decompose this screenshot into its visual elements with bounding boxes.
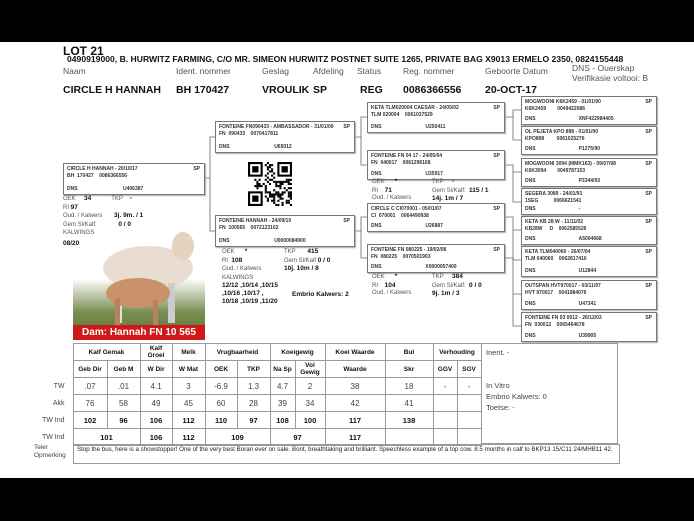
group-header: Kalf Gemak [73,344,140,361]
ancestor-ids: HVT 970017 0041984076 [525,290,587,296]
ancestor-title: MOGWOONI 3094 (MMK163) - 09/07/98 [525,161,616,167]
ancestor-title: FONTEINE FN090433 - AMBASSADOR - 31/01/09 [219,124,334,130]
ancestor-title: FONTEINE FN 03 0012 - 26/12/03 [525,315,602,321]
table-cell: 110 [205,412,237,429]
pedigree-box [215,121,355,153]
pedigree-box [521,216,657,245]
group-header: Bul [385,344,433,361]
dns-row: DNS U47341 [525,301,597,307]
status: REG [360,84,383,96]
ancestor-ids: BH 170427 0086366556 [67,173,128,179]
group-header: Melk [172,344,205,361]
section-badge: SP [645,219,652,225]
ancestor-ids: K6K3094 0049787153 [525,168,586,174]
table-cell: 2 [295,378,325,395]
table-cell: 138 [385,412,433,429]
dam-info: OEK * TKP 415 RI 108 Gem Sl/Kalf 0 / 0 Oud. / Kalwers 10j. 10m / 8 KALWINGS 12/12 ,10/14 ,10/15 ,10/16 ,10/17 , 10/18 ,10/19 ,11/20 Embrio Kalwers: 2 [222,248,349,305]
column-header: SGV [457,361,481,378]
lot-number: LOT 21 [63,44,104,58]
label-geslag: Geslag [262,66,289,76]
column-header: Vol Gewig [295,361,325,378]
table-cell: 112 [172,429,205,446]
table-cell: 34 [295,395,325,412]
label-ident: Ident. nommer [176,66,231,76]
pedigree-box [521,188,657,215]
pedigree-box [521,158,657,187]
pedigree-box [521,280,657,310]
table-cell: 4.7 [270,378,295,395]
table-cell: 112 [172,412,205,429]
dns-row: DNS P1275/90 [525,146,601,152]
dns-row: DNS P3344/93 [525,178,601,184]
column-header: Waarde [325,361,385,378]
section-badge: SP [493,105,500,111]
ancestor-ids: FN 100565 0072123102 [219,225,279,231]
embryo-calves: Embrio Kalwers: 2 [292,291,349,298]
table-cell [457,429,481,446]
pedigree-sheet [0,42,694,478]
section-badge: SP [645,191,652,197]
label-verifikasie: Verifikasie voltooi: B [572,73,649,83]
gender: VROULIK [262,84,310,96]
table-cell: 106 [140,429,172,446]
table-cell: 58 [107,395,140,412]
table-cell: 39 [270,395,295,412]
table-cell [385,429,433,446]
dns-row: DNS U0000084900 [219,238,306,244]
ancestor-ids: TLM 040060 0062817416 [525,256,587,262]
breeding-values-table [40,343,482,446]
table-cell: 96 [107,412,140,429]
table-cell: 3 [172,378,205,395]
table-cell [433,429,457,446]
dns-row: DNS A5004668 [525,236,602,242]
dns-row: DNS U406387 [67,186,144,192]
table-cell [433,395,457,412]
table-cell: -6.9 [205,378,237,395]
ancestor-ids: FN 080225 0070501903 [371,254,431,260]
animal-info: OEK 34 TKP - RI 97 Oud. / Kalwers 3j. 9m. / 1 Gem Sl/Kalf: 0 / 0 KALWINGS 08/20 [63,195,144,247]
ancestor-ids: FN 090433 0070417811 [219,131,279,137]
label-status: Status [357,66,382,76]
table-cell: 76 [73,395,107,412]
ancestor-title: KETA TLM020004 CAESAR - 24/05/02 [371,105,459,111]
column-header: TKP [237,361,270,378]
table-cell: 45 [172,395,205,412]
column-header: Geb M [107,361,140,378]
table-row [40,412,481,429]
table-cell [457,395,481,412]
table-cell: 106 [140,412,172,429]
dam-caption: Dam: Hannah FN 10 565 [73,325,205,340]
ancestor-ids: 1SEG 0066621541 [525,198,582,204]
ancestor-title: KETA KB 28 W - 11/11/02 [525,219,584,225]
section-badge: SP [193,166,200,172]
table-cell: 97 [270,429,325,446]
pedigree-box [521,246,657,277]
column-header: Skr [385,361,433,378]
animal-name: CIRCLE H HANNAH [63,84,161,96]
table-cell: .01 [107,378,140,395]
section-badge: SP [493,153,500,159]
column-header: Na Sp [270,361,295,378]
dns-row: DNS U26887 [371,223,443,229]
table-row [40,429,481,446]
ident-number: BH 170427 [176,84,230,96]
remarks-label: Teler Opmerking [34,444,66,459]
table-cell: 97 [237,412,270,429]
row-label: TW Ind [41,416,65,424]
birth-date: 20-OCT-17 [485,84,537,96]
table-cell [433,412,457,429]
column-header: Geb Dir [73,361,107,378]
label-afdeling: Afdeling [313,66,344,76]
table-row [40,378,481,395]
breeder-address: 0490919000, B. HURWITZ FARMING, C/O MR. SIMEON HURWITZ POSTNET SUITE 1265, PRIVATE BAG X9013 ERMELO 2350, 0824155448 [67,54,624,64]
pedigree-box [63,163,205,195]
dns-row: DNS U250411 [371,124,446,130]
table-cell: 38 [325,378,385,395]
group-header: Vrugbaarheid [205,344,270,361]
ancestor-title: OL PEJETA KPO 898 - 01/01/90 [525,129,598,135]
ancestor-ids: CI 070001 0064490938 [371,213,429,219]
dns-row: DNS U39905 [525,333,597,339]
table-cell: 28 [237,395,270,412]
ancestor-ids: K6K2459 0049422686 [525,106,586,112]
group-header: Kalf Groei [140,344,172,361]
ancestor-title: SEGERA 3089 - 24/01/91 [525,191,583,197]
table-cell: 100 [295,412,325,429]
column-header: W Dir [140,361,172,378]
ancestor-title: FONTEINE FN 04 17 - 24/05/04 [371,153,443,159]
table-cell: 49 [140,395,172,412]
group-header: Koei Waarde [325,344,385,361]
dns-row: DNS XNF422984405 [525,116,614,122]
row-label: Akk [52,399,65,407]
section-badge: SP [343,124,350,130]
table-cell: 1.3 [237,378,270,395]
section-badge: SP [645,129,652,135]
granddam-info-1: OEK * TKP - RI 71 Gem Sl/Kalf: 115 / 1 Oud. / Kalwers 14j. 1m / 7 [372,178,489,202]
ancestor-ids: TLM 020004 0061037529 [371,112,433,118]
column-header: W Mat [172,361,205,378]
ancestor-title: OUTSPAN HVT970017 - 03/11/97 [525,283,601,289]
label-reg: Reg. nommer [403,66,455,76]
table-cell: 41 [385,395,433,412]
side-info: Inent. - In Vitro Embrio Kalwers: 0 Toetse: - [481,343,618,444]
table-cell: 42 [325,395,385,412]
dns-row: DNS U35917 [371,171,443,177]
ancestor-title: MOGWOONI K6K2459 - 01/01/90 [525,99,601,105]
pedigree-box [521,96,657,125]
pedigree-box [367,244,505,273]
table-cell: - [433,378,457,395]
section-badge: SP [645,283,652,289]
table-cell [457,412,481,429]
ancestor-ids: KPO898 0061025276 [525,136,585,142]
section-badge: SP [493,206,500,212]
group-header: Koeigewig [270,344,325,361]
ancestor-ids: FN 030012 0065464678 [525,322,585,328]
table-cell: 117 [325,412,385,429]
column-header: OEK [205,361,237,378]
table-cell: 101 [73,429,140,446]
ancestor-ids: FN 040017 0061296168 [371,160,431,166]
table-cell: 18 [385,378,433,395]
dns-row: DNS - [525,206,581,212]
dns-row: DNS U65012 [219,144,292,150]
column-header: GGV [433,361,457,378]
table-cell: 60 [205,395,237,412]
dns-row: DNS X0000057400 [371,264,457,270]
reg-number: 0086366556 [403,84,462,96]
ancestor-ids: KB28W D 0062585526 [525,226,587,232]
pedigree-box [521,126,657,155]
table-row [40,395,481,412]
ancestor-title: KETA TLM040060 - 26/07/04 [525,249,591,255]
row-label: TW [53,382,65,390]
label-naam: Naam [63,66,86,76]
table-cell: 108 [270,412,295,429]
pedigree-box [367,203,505,232]
ancestor-title: FONTEINE FN 080225 - 19/02/08 [371,247,447,253]
ancestor-title: CIRCLE H HANNAH - 20/10/17 [67,166,138,172]
table-cell: 117 [325,429,385,446]
ancestor-title: CIRCLE C CI070001 - 05/01/07 [371,206,442,212]
granddam-info-2: OEK * TKP 384 RI 104 Gem Sl/Kalf: 0 / 0 Oud. / Kalwers 9j. 1m / 3 [372,273,482,297]
label-geboorte: Geboorte Datum [485,66,548,76]
pedigree-box [367,150,505,180]
pedigree-box [215,215,355,247]
table-cell: - [457,378,481,395]
section-badge: SP [645,161,652,167]
table-cell: 102 [73,412,107,429]
section-badge: SP [493,247,500,253]
row-label: TW Ind [41,433,65,441]
section-badge: SP [645,315,652,321]
section: SP [313,84,328,96]
group-header: Verhouding [433,344,481,361]
breeder-remarks: Stop the bus, here is a showstopper! One of the very best Boran ever on sale. Bont, breathtaking and brilliant. Speechless example of a top cow. 8.5 months in calf to BKP13 15/C11 24/MHB11 42. [73,444,620,464]
section-badge: SP [645,249,652,255]
ancestor-title: FONTEINE HANNAH - 24/09/10 [219,218,292,224]
table-cell: 109 [205,429,270,446]
qr-code [248,162,292,206]
section-badge: SP [645,99,652,105]
pedigree-box [521,312,657,342]
table-cell: .07 [73,378,107,395]
label-dns: DNS - Ouerskap [572,63,635,73]
table-cell: 4.1 [140,378,172,395]
dns-row: DNS U12844 [525,268,597,274]
pedigree-box [367,102,505,133]
section-badge: SP [343,218,350,224]
